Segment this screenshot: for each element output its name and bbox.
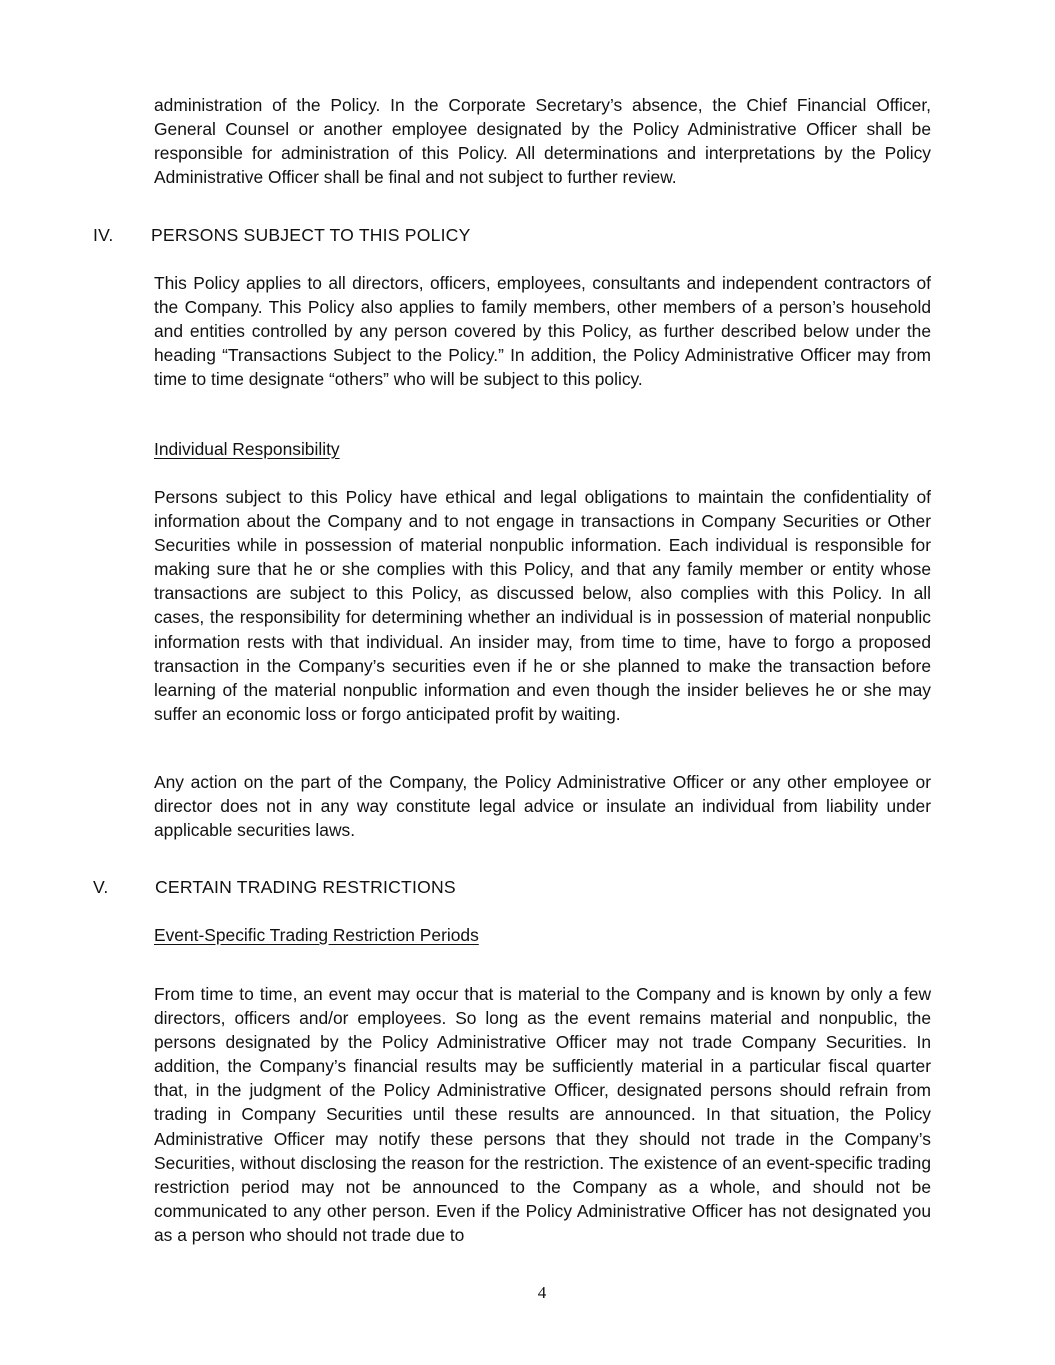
section-iv-title: PERSONS SUBJECT TO THIS POLICY	[151, 225, 471, 245]
event-specific-subheading: Event-Specific Trading Restriction Periods	[154, 925, 479, 945]
legal-advice-paragraph: Any action on the part of the Company, the Policy Administrative Officer or any other employee or director does not in any way constitute legal advice or insulate an individual from liability under applicable securities laws.	[154, 772, 931, 841]
section-v-title: CERTAIN TRADING RESTRICTIONS	[155, 877, 456, 897]
section-v-number: V.	[93, 877, 109, 897]
individual-responsibility-paragraph: Persons subject to this Policy have ethical and legal obligations to maintain the confidentiality of information about the Company and to not engage in transactions in Company Securities or Other Securities while in possession of material nonpublic information. Each individual is responsible for making sure that he or she complies with this Policy, and that any family member or entity whose transactions are subject to this Policy, as discussed below, also complies with this Policy. In all cases, the responsibility for determining whether an individual is in possession of material nonpublic information rests with that individual. An insider may, from time to time, have to forgo a proposed transaction in the Company’s securities even if he or she planned to make the transaction before learning of the material nonpublic information and even though the insider believes he or she may suffer an economic loss or forgo anticipated profit by waiting.	[154, 487, 931, 724]
event-specific-paragraph: From time to time, an event may occur that is material to the Company and is known by only a few directors, officers and/or employees. So long as the event remains material and nonpublic, the persons designated by the Policy Administrative Officer may not trade Company Securities. In addition, the Company’s financial results may be sufficiently material in a particular fiscal quarter that, in the judgment of the Policy Administrative Officer, designated persons should refrain from trading in Company Securities until these results are announced. In that situation, the Policy Administrative Officer may notify these persons that they should not trade in the Company’s Securities, without disclosing the reason for the restriction. The existence of an event-specific trading restriction period may not be announced to the Company as a whole, and should not be communicated to any other person. Even if the Policy Administrative Officer has not designated you as a person who should not trade due to	[154, 984, 931, 1245]
continuation-paragraph: administration of the Policy. In the Corporate Secretary’s absence, the Chief Financial Officer, General Counsel or another employee designated by the Policy Administrative Officer shall be responsible for administration of this Policy. All determinations and interpretations by the Policy Administrative Officer shall be final and not subject to further review.	[154, 95, 931, 188]
section-iv-number: IV.	[93, 225, 114, 245]
page-number: 4	[537, 1283, 547, 1302]
section-iv-intro-paragraph: This Policy applies to all directors, officers, employees, consultants and independent contractors of the Company. This Policy also applies to family members, other members of a person’s household and entities controlled by any person covered by this Policy, as further described below under the heading “Transactions Subject to the Policy.” In addition, the Policy Administrative Officer may from time to time designate “others” who will be subject to this policy.	[154, 273, 931, 390]
individual-responsibility-subheading: Individual Responsibility	[154, 439, 340, 459]
